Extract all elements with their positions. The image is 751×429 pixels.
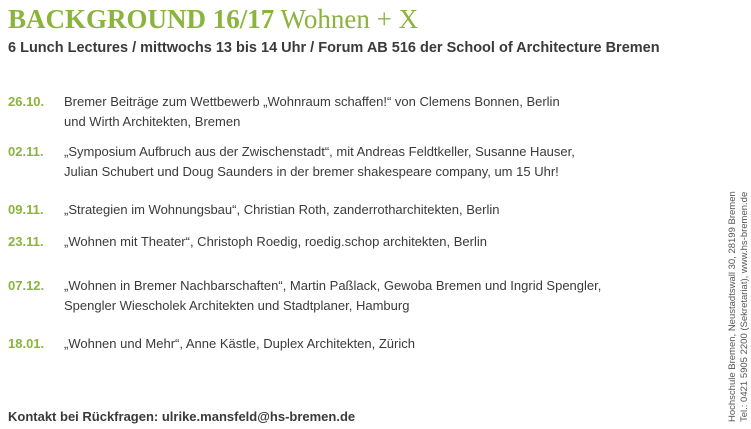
- event-line: „Wohnen mit Theater“, Christoph Roedig, roedig.schop architekten, Berlin: [64, 234, 487, 249]
- subtitle: 6 Lunch Lectures / mittwochs 13 bis 14 Uhr / Forum AB 516 der School of Architecture Bremen: [8, 40, 660, 56]
- event-description: [64, 334, 668, 354]
- event-line: „Wohnen und Mehr“, Anne Kästle, Duplex Architekten, Zürich: [64, 336, 415, 351]
- event-date: 26.10.: [8, 94, 45, 109]
- event-description: [64, 142, 668, 181]
- event-date: 18.01.: [8, 336, 45, 351]
- contact-info: Kontakt bei Rückfragen: ulrike.mansfeld@hs-bremen.de: [8, 409, 356, 424]
- address-sidebar: [727, 150, 751, 422]
- phone-web-line: Tel.: 0421 5905 2200 (Sekretariat), www.hs-bremen.de: [739, 191, 750, 422]
- title-main: BACKGROUND 16/17: [8, 4, 275, 34]
- page-title: [8, 3, 418, 35]
- event-item: [8, 232, 668, 276]
- event-item: [8, 92, 668, 142]
- event-line: Julian Schubert und Doug Saunders in der bremer shakespeare company, um 15 Uhr!: [64, 163, 559, 179]
- event-item: [8, 200, 668, 232]
- event-description: [64, 200, 668, 220]
- event-date: 09.11.: [8, 202, 44, 217]
- event-item: [8, 276, 668, 334]
- event-line: und Wirth Architekten, Bremen: [64, 113, 241, 129]
- event-list: [8, 92, 668, 356]
- event-line: „Strategien im Wohnungsbau“, Christian Roth, zanderrotharchitekten, Berlin: [64, 202, 500, 217]
- title-theme: Wohnen + X: [280, 4, 419, 34]
- event-line: Spengler Wiescholek Architekten und Stadtplaner, Hamburg: [64, 297, 410, 313]
- event-description: [64, 276, 668, 315]
- event-description: [64, 92, 668, 131]
- event-date: 23.11.: [8, 234, 44, 249]
- event-line: „Symposium Aufbruch aus der Zwischenstadt“, mit Andreas Feldtkeller, Susanne Hauser,: [64, 144, 575, 159]
- event-item: [8, 142, 668, 200]
- event-line: „Wohnen in Bremer Nachbarschaften“, Martin Paßlack, Gewoba Bremen und Ingrid Spengler,: [64, 278, 602, 293]
- event-date: 02.11.: [8, 144, 44, 159]
- event-item: [8, 334, 668, 356]
- event-date: 07.12.: [8, 278, 45, 293]
- event-description: [64, 232, 668, 252]
- address-line: Hochschule Bremen, Neustadtswall 30, 28199 Bremen: [727, 191, 738, 422]
- event-line: Bremer Beiträge zum Wettbewerb „Wohnraum schaffen!“ von Clemens Bonnen, Berlin: [64, 94, 560, 109]
